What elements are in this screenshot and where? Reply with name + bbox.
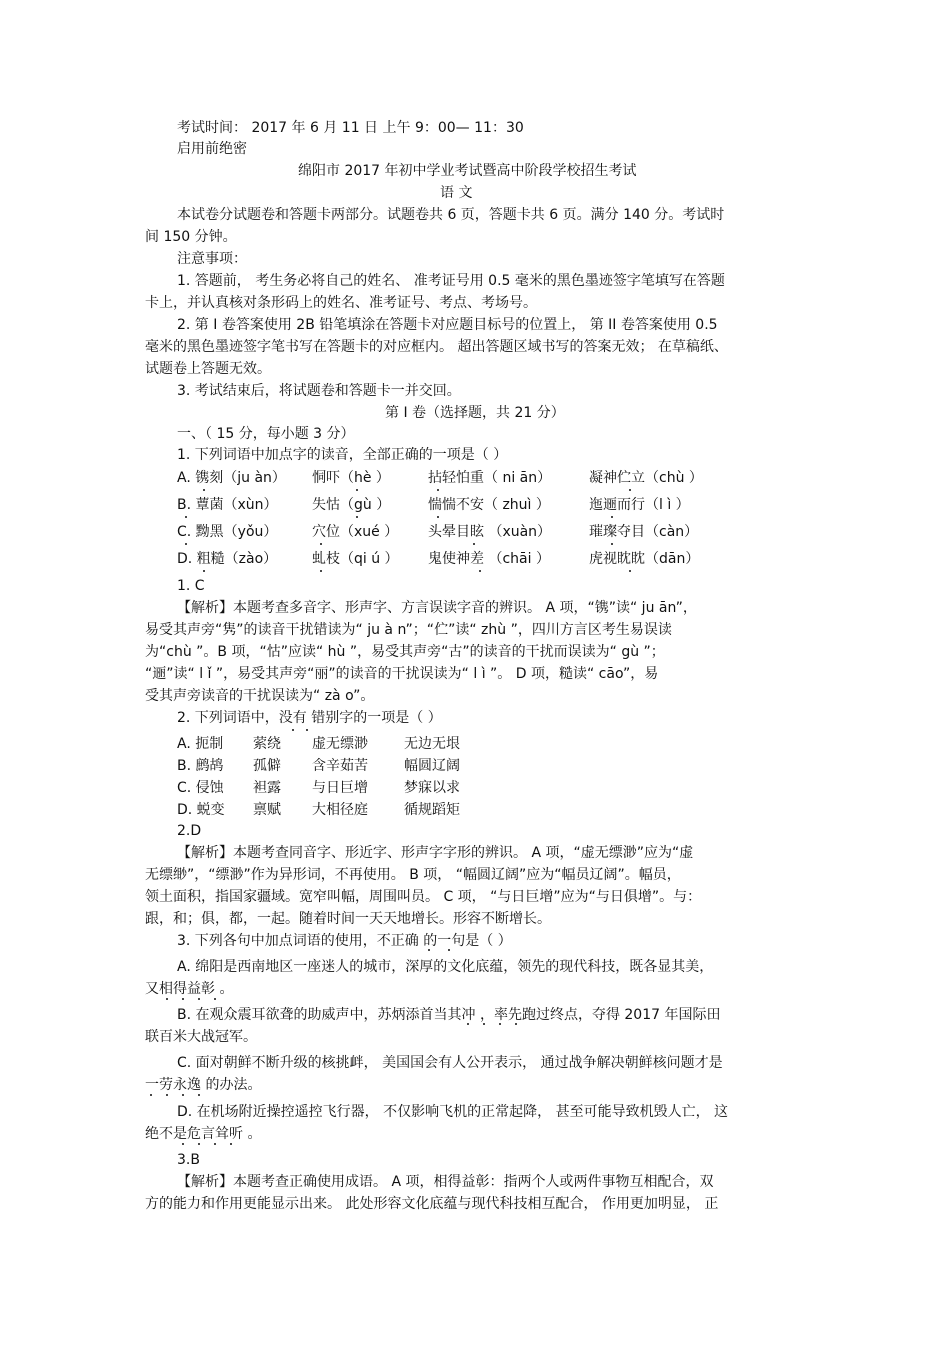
notes-title: 注意事项：: [177, 251, 247, 267]
emphasis-dot: [198, 998, 200, 1000]
q1-option-cell: 失怙（gù ）: [312, 497, 391, 513]
q2-option-cell: 大相径庭: [312, 802, 368, 818]
note-line: 3. 考试结束后，将试题卷和答题卡一并交回。: [177, 383, 461, 399]
answer-label: 3.B: [177, 1152, 200, 1168]
analysis-line: “逦”读“ l ǐ ”，易受其声旁“丽”的读音的干扰误读为“ l ì ”。 D 项，糙读“ cāo”，易: [145, 666, 659, 682]
analysis-line: 无缥缈”，“缥渺”作为异形词，不再使用。 B 项， “幅圆辽阔”应为“幅员辽阔”。幅员，: [145, 867, 681, 883]
emphasis-dot: [611, 543, 613, 545]
question-stem: 3. 下列各句中加点词语的使用，不正确 的一句是（ ）: [177, 933, 512, 949]
q2-option-cell: D. 蜕变: [177, 802, 225, 818]
emphasis-dot: [499, 1023, 501, 1025]
q2-option-cell: 袒露: [253, 780, 281, 796]
analysis-line: 跟，和；俱，都，一起。随着时间一天天地增长。形容不断增长。: [145, 911, 551, 927]
emphasis-dot: [356, 489, 358, 491]
emphasis-dot: [230, 1143, 232, 1145]
emphasis-dot: [198, 1143, 200, 1145]
q1-option-cell: 恫吓（hè ）: [312, 470, 390, 486]
q1-option-cell: 头晕目眩 （xuàn）: [428, 524, 552, 540]
q2-option-cell: C. 侵蚀: [177, 780, 224, 796]
analysis-line: 【解析】本题考查多音字、形声字、方言误读字音的辨识。 A 项，“镌”读“ ju ān”，: [177, 600, 697, 616]
q1-option-cell: 鬼使神差 （chāi ）: [428, 551, 550, 567]
emphasis-dot: [150, 1094, 152, 1096]
emphasis-dot: [437, 489, 439, 491]
note-line: 试题卷上答题无效。: [145, 361, 271, 377]
confidential-label: 启用前绝密: [177, 141, 247, 157]
emphasis-dot: [437, 516, 439, 518]
emphasis-dot: [629, 570, 631, 572]
emphasis-dot: [185, 543, 187, 545]
option-line: C. 面对朝鲜不断升级的核挑衅， 美国国会有人公开表示， 通过战争解决朝鲜核问题才是: [177, 1055, 723, 1071]
exam-time: 考试时间： 2017 年 6 月 11 日 上午 9：00— 11：30: [177, 120, 524, 136]
emphasis-dot: [214, 1143, 216, 1145]
emphasis-dot: [203, 570, 205, 572]
q1-option-cell: C. 黝黑（yǒu）: [177, 524, 278, 540]
intro-line: 本试卷分试题卷和答题卡两部分。试题卷共 6 页，答题卡共 6 页。满分 140 分。考试时: [177, 207, 725, 223]
q1-option-cell: 虬枝（qi ú ）: [312, 551, 399, 567]
question-stem: 2. 下列词语中，没有 错别字的一项是（ ）: [177, 710, 442, 726]
q1-option-cell: 璀璨夺目（càn）: [589, 524, 699, 540]
option-line: 一劳永逸 的办法。: [145, 1077, 262, 1093]
emphasis-dot: [166, 998, 168, 1000]
q2-option-cell: 含辛茹苦: [312, 758, 368, 774]
q2-option-cell: B. 鹧鸪: [177, 758, 224, 774]
emphasis-dot: [182, 1143, 184, 1145]
part-title: 一、（ 15 分，每小题 3 分）: [177, 426, 355, 442]
q1-option-cell: 凝神伫立（chù ）: [589, 470, 703, 486]
option-line: 联百米大战冠军。: [145, 1029, 257, 1045]
emphasis-dot: [428, 949, 430, 951]
emphasis-dot: [515, 1023, 517, 1025]
q2-option-cell: 禀赋: [253, 802, 281, 818]
q1-option-cell: 惴惴不安（ zhuì ）: [428, 497, 550, 513]
emphasis-dot: [185, 516, 187, 518]
analysis-line: 领土面积，指国家疆域。宽窄叫幅，周围叫员。 C 项， “与日巨增”应为“与日俱增”。与：: [145, 889, 702, 905]
option-line: 又相得益彰 。: [145, 981, 234, 997]
question-stem: 1. 下列词语中加点字的读音，全部正确的一项是（ ）: [177, 447, 508, 463]
note-line: 1. 答题前， 考生务必将自己的姓名、 准考证号用 0.5 毫米的黑色墨迹签字笔填写在答题: [177, 273, 725, 289]
q1-option-cell: 虎视眈眈（dān）: [589, 551, 700, 567]
emphasis-dot: [203, 489, 205, 491]
q2-option-cell: 无边无垠: [404, 736, 460, 752]
analysis-line: 方的能力和作用更能显示出来。 此处形容文化底蕴与现代科技相互配合， 作用更加明显， 正: [145, 1196, 719, 1212]
note-line: 卡上，并认真核对条形码上的姓名、准考证号、考点、考场号。: [145, 295, 537, 311]
q1-option-cell: D. 粗糙（zào）: [177, 551, 278, 567]
q2-option-cell: 孤僻: [253, 758, 281, 774]
emphasis-dot: [629, 489, 631, 491]
option-line: 绝不是危言耸听 。: [145, 1126, 262, 1142]
q2-option-cell: 萦绕: [253, 736, 281, 752]
analysis-line: 易受其声旁“隽”的读音干扰错读为“ ju à n”；“伫”读“ zhù ”，四川方言区考生易误读: [145, 622, 672, 638]
q2-option-cell: A. 扼制: [177, 736, 224, 752]
emphasis-dot: [306, 729, 308, 731]
option-line: D. 在机场附近操控遥控飞行器， 不仅影响飞机的正常起降， 甚至可能导致机毁人亡， 这: [177, 1104, 729, 1120]
emphasis-dot: [611, 516, 613, 518]
q1-option-cell: B. 蕈菌（xùn）: [177, 497, 278, 513]
subject-title: 语 文: [440, 185, 473, 201]
emphasis-dot: [320, 570, 322, 572]
note-line: 2. 第 I 卷答案使用 2B 铅笔填涂在答题卡对应题目标号的位置上， 第 II 卷答案使用 0.5: [177, 317, 718, 333]
q2-option-cell: 梦寐以求: [404, 780, 460, 796]
exam-title: 绵阳市 2017 年初中学业考试暨高中阶段学校招生考试: [298, 163, 637, 179]
q1-option-cell: A. 镌刻（ju àn）: [177, 470, 286, 486]
emphasis-dot: [483, 1023, 485, 1025]
section-title: 第 I 卷（选择题，共 21 分）: [385, 405, 565, 421]
emphasis-dot: [467, 1023, 469, 1025]
q2-option-cell: 虚无缥渺: [312, 736, 368, 752]
q1-option-cell: 迤逦而行（l ì ）: [589, 497, 690, 513]
emphasis-dot: [356, 516, 358, 518]
emphasis-dot: [479, 570, 481, 572]
emphasis-dot: [182, 1094, 184, 1096]
q2-option-cell: 与日巨增: [312, 780, 368, 796]
option-line: A. 绵阳是西南地区一座迷人的城市，深厚的文化底蕴，领先的现代科技，既各显其美，: [177, 959, 714, 975]
q1-option-cell: 拈轻怕重（ ni ān）: [428, 470, 552, 486]
emphasis-dot: [166, 1094, 168, 1096]
intro-line: 间 150 分钟。: [145, 229, 237, 245]
note-line: 毫米的黑色墨迹签字笔书写在答题卡的对应框内。 超出答题区域书写的答案无效； 在草稿纸、: [145, 339, 728, 355]
q1-option-cell: 穴位（xué ）: [312, 524, 399, 540]
emphasis-dot: [320, 543, 322, 545]
emphasis-dot: [448, 949, 450, 951]
emphasis-dot: [214, 998, 216, 1000]
emphasis-dot: [473, 543, 475, 545]
answer-label: 2.D: [177, 823, 202, 839]
q2-option-cell: 循规蹈矩: [404, 802, 460, 818]
analysis-line: 【解析】本题考查同音字、形近字、形声字字形的辨识。 A 项，“虚无缥渺”应为“虚: [177, 845, 694, 861]
emphasis-dot: [292, 729, 294, 731]
analysis-line: 【解析】本题考查正确使用成语。 A 项，相得益彰：指两个人或两件事物互相配合，双: [177, 1174, 714, 1190]
emphasis-dot: [182, 998, 184, 1000]
analysis-line: 为“chù ”。B 项，“怙”应读“ hù ”，易受其声旁“古”的读音的干扰而误读为“ gù ”；: [145, 644, 665, 660]
emphasis-dot: [198, 1094, 200, 1096]
analysis-line: 受其声旁读音的干扰误读为“ zà o”。: [145, 688, 375, 704]
q2-option-cell: 幅圆辽阔: [404, 758, 460, 774]
answer-label: 1. C: [177, 578, 205, 594]
option-line: B. 在观众震耳欲聋的助威声中，苏炳添首当其冲 ，率先跑过终点，夺得 2017 年国际田: [177, 1007, 721, 1023]
